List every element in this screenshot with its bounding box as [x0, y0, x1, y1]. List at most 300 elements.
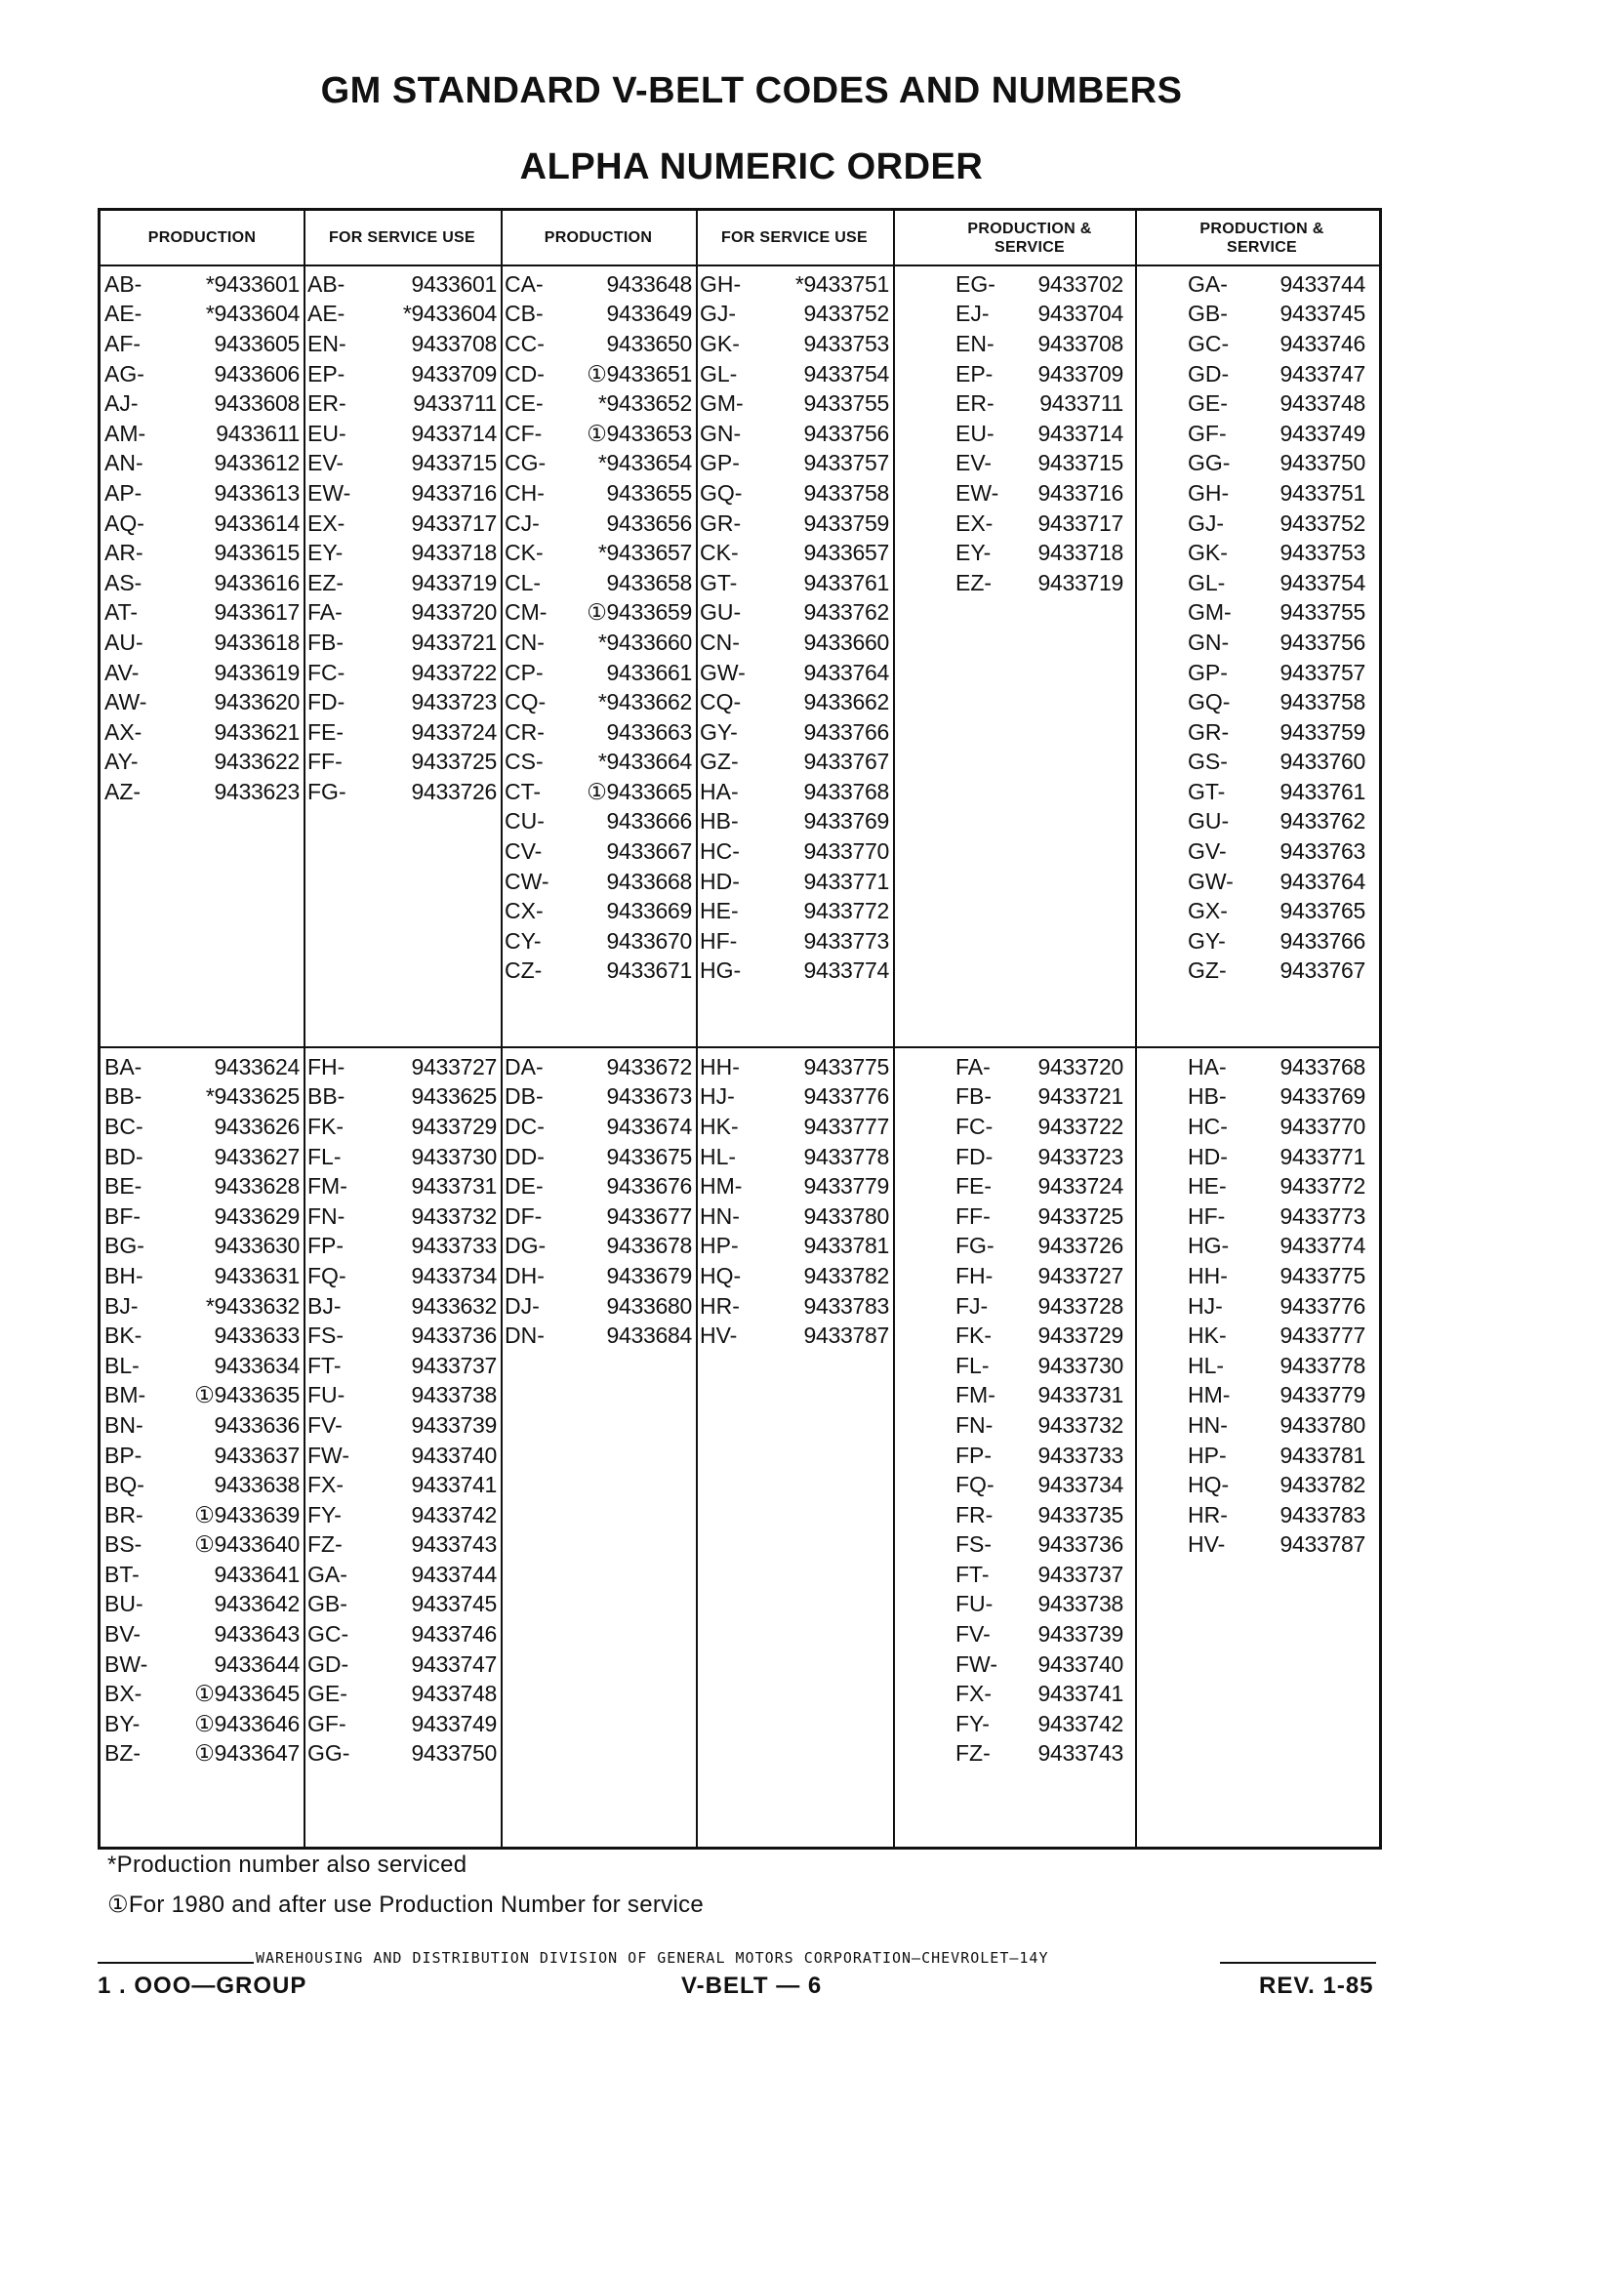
table-row	[952, 1500, 1127, 1530]
belt-code: DA-	[505, 1053, 544, 1079]
part-number: 9433747	[1279, 360, 1365, 387]
part-number: 9433621	[214, 718, 300, 745]
table-row	[1184, 777, 1369, 807]
belt-code: AR-	[104, 540, 143, 566]
page-subtitle: ALPHA NUMERIC ORDER	[519, 146, 984, 187]
part-number: 9433650	[606, 330, 692, 356]
part-number: 9433676	[606, 1173, 692, 1200]
part-number: 9433628	[214, 1173, 300, 1200]
part-number: 9433737	[411, 1352, 497, 1378]
part-number: *9433604	[205, 301, 300, 327]
belt-code: CU-	[505, 808, 545, 835]
table-row	[1184, 568, 1369, 598]
belt-code: EP-	[955, 360, 994, 387]
belt-code: GX-	[1188, 898, 1228, 924]
table-row	[1184, 1500, 1369, 1530]
belt-code: CW-	[505, 868, 549, 894]
table-row	[696, 538, 893, 568]
part-number: *9433604	[402, 301, 497, 327]
belt-code: BG-	[104, 1233, 144, 1259]
table-row	[1184, 1261, 1369, 1291]
part-number: 9433620	[214, 689, 300, 715]
part-number: 9433756	[803, 420, 889, 446]
table-row	[304, 1649, 501, 1680]
table-row	[501, 957, 696, 987]
table-row	[101, 1649, 304, 1680]
belt-code: HD-	[1188, 1143, 1228, 1169]
belt-code: GQ-	[1188, 689, 1231, 715]
part-number: 9433782	[1279, 1472, 1365, 1498]
part-number: 9433724	[1037, 1173, 1123, 1200]
belt-code: DG-	[505, 1233, 547, 1259]
belt-code: BR-	[104, 1501, 143, 1527]
belt-code: CV-	[505, 838, 543, 865]
part-number: 9433716	[1037, 479, 1123, 506]
table-row	[952, 1530, 1127, 1561]
belt-code: GE-	[1188, 390, 1228, 417]
table-row	[696, 1112, 893, 1142]
division-line: WAREHOUSING AND DISTRIBUTION DIVISION OF GENERAL MOTORS CORPORATION—CHEVROLET—14Y	[256, 1949, 1049, 1967]
part-number: 9433773	[1279, 1202, 1365, 1229]
part-number: 9433749	[1279, 420, 1365, 446]
table-row	[952, 1739, 1127, 1770]
belt-code: CH-	[505, 479, 545, 506]
table-row	[101, 687, 304, 717]
belt-code: FX-	[955, 1681, 993, 1707]
belt-code: HR-	[1188, 1501, 1228, 1527]
table-row	[952, 1590, 1127, 1620]
table-row	[1184, 269, 1369, 300]
part-number: 9433754	[803, 360, 889, 387]
part-number: 9433622	[214, 749, 300, 775]
part-number: 9433658	[606, 569, 692, 595]
belt-code: BZ-	[104, 1740, 142, 1767]
table-row	[304, 1590, 501, 1620]
table-row	[952, 1679, 1127, 1709]
part-number: 9433781	[803, 1233, 889, 1259]
table-row	[501, 1291, 696, 1322]
table-row	[501, 777, 696, 807]
belt-code: BB-	[307, 1083, 345, 1110]
part-number: 9433781	[1279, 1442, 1365, 1468]
part-number: 9433748	[411, 1681, 497, 1707]
belt-code: BT-	[104, 1561, 140, 1587]
part-number: 9433677	[606, 1202, 692, 1229]
part-number: 9433767	[1279, 957, 1365, 984]
belt-code: AZ-	[104, 778, 142, 804]
table-row	[101, 359, 304, 389]
table-row	[101, 419, 304, 449]
belt-code: GF-	[1188, 420, 1227, 446]
belt-code: FD-	[307, 689, 345, 715]
table-row	[304, 1560, 501, 1590]
table-row	[101, 1470, 304, 1500]
belt-code: HH-	[700, 1053, 740, 1079]
table-row	[1184, 478, 1369, 509]
bottom-column-2	[304, 1052, 501, 1769]
table-row	[304, 419, 501, 449]
part-number: *9433657	[597, 540, 692, 566]
part-number: 9433648	[606, 270, 692, 297]
belt-code: GL-	[700, 360, 738, 387]
belt-code: EU-	[307, 420, 346, 446]
table-row	[501, 658, 696, 688]
part-number: ①9433665	[587, 778, 692, 804]
table-row	[501, 300, 696, 330]
belt-code: FY-	[307, 1501, 342, 1527]
part-number: 9433715	[1037, 450, 1123, 476]
part-number: 9433702	[1037, 270, 1123, 297]
table-row	[304, 1470, 501, 1500]
table-row	[304, 1351, 501, 1381]
part-number: 9433644	[214, 1650, 300, 1677]
part-number: 9433608	[214, 390, 300, 417]
belt-code: DJ-	[505, 1292, 540, 1319]
part-number: 9433731	[1037, 1382, 1123, 1408]
part-number: 9433709	[1037, 360, 1123, 387]
part-number: 9433760	[1279, 749, 1365, 775]
part-number: 9433617	[214, 599, 300, 626]
part-number: 9433736	[411, 1323, 497, 1349]
table-row	[501, 359, 696, 389]
table-row	[696, 717, 893, 748]
part-number: 9433605	[214, 330, 300, 356]
part-number: 9433678	[606, 1233, 692, 1259]
belt-code: GN-	[1188, 629, 1230, 655]
belt-code: FV-	[955, 1621, 991, 1648]
table-row	[501, 687, 696, 717]
belt-code: BV-	[104, 1621, 142, 1648]
belt-code: HJ-	[1188, 1292, 1223, 1319]
belt-code: DE-	[505, 1173, 544, 1200]
part-number: 9433758	[1279, 689, 1365, 715]
belt-code: HC-	[700, 838, 740, 865]
table-row	[952, 1052, 1127, 1082]
header-production-service-2: PRODUCTION & SERVICE	[1199, 220, 1324, 256]
table-row	[101, 449, 304, 479]
part-number: 9433776	[803, 1083, 889, 1110]
part-number: 9433745	[411, 1591, 497, 1617]
belt-code: CM-	[505, 599, 548, 626]
belt-code: GN-	[700, 420, 742, 446]
part-number: 9433711	[413, 390, 497, 417]
table-row	[101, 1500, 304, 1530]
belt-code: FU-	[307, 1382, 345, 1408]
table-row	[952, 359, 1127, 389]
part-number: ①9433647	[194, 1740, 300, 1767]
part-number: 9433630	[214, 1233, 300, 1259]
part-number: 9433777	[1279, 1323, 1365, 1349]
table-row	[101, 1201, 304, 1232]
part-number: 9433772	[803, 898, 889, 924]
part-number: 9433704	[1037, 301, 1123, 327]
belt-code: GZ-	[1188, 957, 1227, 984]
table-row	[952, 1619, 1127, 1649]
part-number: 9433733	[1037, 1442, 1123, 1468]
table-row	[952, 329, 1127, 359]
table-row	[1184, 538, 1369, 568]
table-row	[696, 658, 893, 688]
belt-code: CJ-	[505, 509, 540, 536]
belt-code: CX-	[505, 898, 544, 924]
part-number: 9433663	[606, 718, 692, 745]
part-number: 9433778	[803, 1143, 889, 1169]
belt-code: AM-	[104, 420, 146, 446]
belt-code: GG-	[1188, 450, 1231, 476]
table-row	[501, 269, 696, 300]
table-row	[101, 1261, 304, 1291]
belt-code: BK-	[104, 1323, 142, 1349]
top-column-2	[304, 269, 501, 807]
belt-code: GL-	[1188, 569, 1226, 595]
table-row	[1184, 717, 1369, 748]
table-row	[501, 449, 696, 479]
belt-code: BY-	[104, 1710, 141, 1736]
header-service-use-1: FOR SERVICE USE	[328, 229, 475, 246]
part-number: 9433744	[411, 1561, 497, 1587]
part-number: 9433750	[1279, 450, 1365, 476]
part-number: 9433739	[411, 1411, 497, 1438]
bottom-column-1	[101, 1052, 304, 1769]
belt-code: BH-	[104, 1262, 143, 1288]
belt-code: EX-	[307, 509, 345, 536]
part-number: 9433726	[1037, 1233, 1123, 1259]
table-row	[101, 1590, 304, 1620]
table-row	[101, 538, 304, 568]
part-number: 9433726	[411, 778, 497, 804]
belt-code: EV-	[307, 450, 345, 476]
table-row	[501, 1142, 696, 1172]
belt-code: FT-	[955, 1561, 990, 1587]
table-row	[1184, 1291, 1369, 1322]
table-row	[101, 1082, 304, 1113]
belt-code: FQ-	[955, 1472, 995, 1498]
part-number: ①9433653	[587, 420, 692, 446]
part-number: 9433612	[214, 450, 300, 476]
table-row	[952, 419, 1127, 449]
table-row	[1184, 419, 1369, 449]
part-number: ①9433639	[194, 1501, 300, 1527]
belt-code: BE-	[104, 1173, 142, 1200]
belt-code: AE-	[104, 301, 142, 327]
table-row	[952, 300, 1127, 330]
part-number: 9433721	[411, 629, 497, 655]
belt-code: HE-	[1188, 1173, 1227, 1200]
belt-code: BW-	[104, 1650, 148, 1677]
belt-code: EW-	[307, 479, 351, 506]
belt-code: ER-	[307, 390, 346, 417]
part-number: 9433708	[411, 330, 497, 356]
table-row	[952, 1351, 1127, 1381]
belt-code: FV-	[307, 1411, 343, 1438]
part-number: 9433776	[1279, 1292, 1365, 1319]
table-row	[952, 1441, 1127, 1471]
table-row	[952, 1381, 1127, 1411]
part-number: 9433753	[803, 330, 889, 356]
table-row	[952, 1321, 1127, 1351]
belt-code: BB-	[104, 1083, 142, 1110]
part-number: 9433765	[1279, 898, 1365, 924]
part-number: 9433655	[606, 479, 692, 506]
belt-code: CL-	[505, 569, 542, 595]
table-row	[696, 449, 893, 479]
belt-code: AF-	[104, 330, 142, 356]
part-number: 9433762	[803, 599, 889, 626]
table-row	[304, 1142, 501, 1172]
table-row	[1184, 1381, 1369, 1411]
belt-code: CK-	[700, 540, 739, 566]
table-row	[304, 1500, 501, 1530]
top-column-1	[101, 269, 304, 807]
table-row	[304, 1232, 501, 1262]
table-row	[101, 1739, 304, 1770]
part-number: 9433719	[1037, 569, 1123, 595]
table-row	[101, 1052, 304, 1082]
table-row	[304, 1112, 501, 1142]
belt-code: AP-	[104, 479, 142, 506]
belt-code: BC-	[104, 1113, 143, 1139]
part-number: 9433634	[214, 1352, 300, 1378]
belt-code: AX-	[104, 718, 142, 745]
table-row	[304, 1739, 501, 1770]
table-row	[304, 717, 501, 748]
part-number: 9433766	[1279, 927, 1365, 954]
table-row	[1184, 926, 1369, 957]
table-row	[1184, 1232, 1369, 1262]
table-row	[952, 1291, 1127, 1322]
belt-code: HK-	[1188, 1323, 1227, 1349]
belt-code: GW-	[1188, 868, 1234, 894]
table-row	[696, 419, 893, 449]
part-number: 9433782	[803, 1262, 889, 1288]
table-row	[1184, 598, 1369, 629]
part-number: 9433720	[411, 599, 497, 626]
belt-code: FK-	[307, 1113, 345, 1139]
table-row	[501, 807, 696, 837]
part-number: 9433764	[803, 659, 889, 685]
part-number: 9433616	[214, 569, 300, 595]
part-number: 9433740	[1037, 1650, 1123, 1677]
table-row	[952, 1082, 1127, 1113]
table-row	[501, 926, 696, 957]
part-number: 9433741	[411, 1472, 497, 1498]
belt-code: GD-	[1188, 360, 1230, 387]
belt-code: HN-	[700, 1202, 740, 1229]
belt-code: AG-	[104, 360, 144, 387]
belt-code: AQ-	[104, 509, 144, 536]
part-number: 9433735	[1037, 1501, 1123, 1527]
part-number: 9433649	[606, 301, 692, 327]
belt-code: HL-	[1188, 1352, 1225, 1378]
belt-code: HB-	[700, 808, 739, 835]
part-number: 9433660	[803, 629, 889, 655]
table-row	[952, 1709, 1127, 1739]
part-number: 9433638	[214, 1472, 300, 1498]
table-row	[696, 1321, 893, 1351]
table-row	[101, 1112, 304, 1142]
belt-code: CK-	[505, 540, 544, 566]
belt-code: BN-	[104, 1411, 143, 1438]
table-row	[101, 1171, 304, 1201]
part-number: 9433780	[803, 1202, 889, 1229]
belt-code: AV-	[104, 659, 140, 685]
part-number: 9433745	[1279, 301, 1365, 327]
part-number: 9433728	[1037, 1292, 1123, 1319]
belt-code: HM-	[700, 1173, 743, 1200]
part-number: 9433641	[214, 1561, 300, 1587]
table-row	[101, 1530, 304, 1561]
part-number: 9433761	[803, 569, 889, 595]
table-row	[101, 1410, 304, 1441]
part-number: 9433672	[606, 1053, 692, 1079]
belt-code: AB-	[307, 270, 345, 297]
belt-code: FG-	[955, 1233, 995, 1259]
belt-code: HR-	[700, 1292, 740, 1319]
part-number: 9433769	[1279, 1083, 1365, 1110]
table-row	[304, 1530, 501, 1561]
part-number: 9433738	[1037, 1591, 1123, 1617]
belt-code: FE-	[955, 1173, 993, 1200]
part-number: 9433725	[411, 749, 497, 775]
part-number: 9433674	[606, 1113, 692, 1139]
table-row	[696, 1261, 893, 1291]
belt-code: DF-	[505, 1202, 543, 1229]
belt-code: HK-	[700, 1113, 739, 1139]
part-number: 9433643	[214, 1621, 300, 1648]
table-row	[101, 1679, 304, 1709]
table-row	[501, 329, 696, 359]
part-number: 9433732	[1037, 1411, 1123, 1438]
part-number: 9433755	[1279, 599, 1365, 626]
part-number: 9433734	[1037, 1472, 1123, 1498]
table-row	[952, 509, 1127, 539]
table-row	[696, 1232, 893, 1262]
belt-code: FG-	[307, 778, 346, 804]
table-row	[101, 1232, 304, 1262]
footer-revision: REV. 1-85	[1259, 1973, 1374, 1999]
table-row	[952, 1410, 1127, 1441]
belt-code: EV-	[955, 450, 993, 476]
belt-code: CB-	[505, 301, 544, 327]
belt-code: HE-	[700, 898, 739, 924]
belt-code: FA-	[955, 1053, 991, 1079]
belt-code: DC-	[505, 1113, 545, 1139]
part-number: ①9433645	[194, 1681, 300, 1707]
table-row	[696, 1082, 893, 1113]
table-row	[1184, 509, 1369, 539]
table-row	[1184, 300, 1369, 330]
part-number: 9433755	[803, 390, 889, 417]
part-number: 9433723	[1037, 1143, 1123, 1169]
part-number: 9433752	[803, 301, 889, 327]
belt-code: GG-	[307, 1740, 350, 1767]
table-row	[304, 1171, 501, 1201]
part-number: 9433613	[214, 479, 300, 506]
part-number: 9433669	[606, 898, 692, 924]
table-row	[952, 478, 1127, 509]
belt-code: FE-	[307, 718, 345, 745]
table-row	[1184, 1410, 1369, 1441]
part-number: 9433717	[411, 509, 497, 536]
table-row	[696, 748, 893, 778]
table-row	[101, 777, 304, 807]
table-row	[101, 509, 304, 539]
table-row	[501, 1232, 696, 1262]
table-row	[501, 538, 696, 568]
belt-code: CS-	[505, 749, 544, 775]
belt-code: BJ-	[307, 1292, 342, 1319]
part-number: 9433763	[1279, 838, 1365, 865]
